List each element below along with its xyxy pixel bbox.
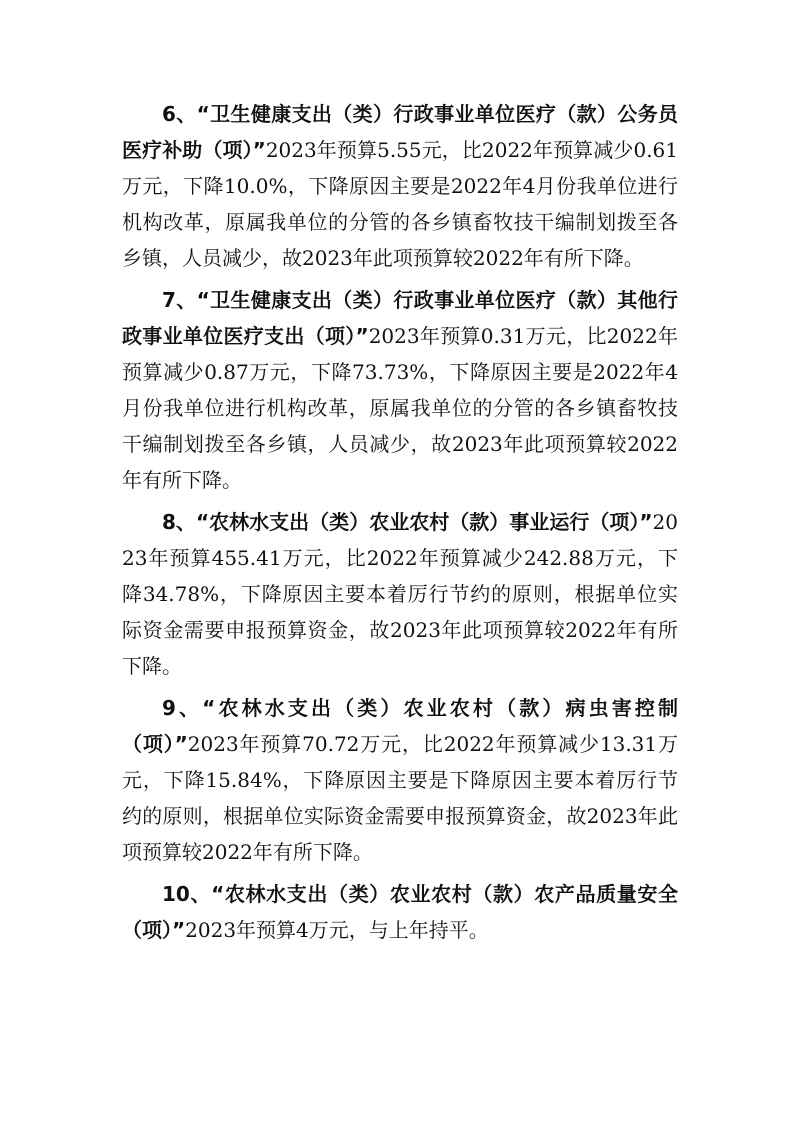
paragraph-item-8 — [122, 504, 678, 684]
item-9-heading: 9、“农林水支出（类）农业农村（款）病虫害控制（项）” — [122, 696, 678, 756]
item-8-body: 2023年预算455.41万元，比2022年预算减少242.88万元，下降34.78%，下降原因主要本着厉行节约的原则，根据单位实际资金需要申报预算资金，故2023年此项预算较2022年有所下降。 — [122, 510, 678, 678]
paragraph-item-7 — [122, 282, 678, 498]
item-9-body: 2023年预算70.72万元，比2022年预算减少13.31万元，下降15.84%，下降原因主要是下降原因主要本着厉行节约的原则，根据单位实际资金需要申报预算资金，故2023年此项预算较2022年有所下降。 — [122, 732, 678, 864]
item-7-body: 2023年预算0.31万元，比2022年预算减少0.87万元，下降73.73%，下降原因主要是2022年4月份我单位进行机构改革，原属我单位的分管的各乡镇畜牧技干编制划拨至各乡镇，人员减少，故2023年此项预算较2022年有所下降。 — [122, 324, 678, 492]
paragraph-item-9 — [122, 690, 678, 870]
paragraph-item-10 — [122, 876, 678, 948]
item-7-heading: 7、“卫生健康支出（类）行政事业单位医疗（款）其他行政事业单位医疗支出（项）” — [122, 288, 678, 348]
item-10-heading: 10、“农林水支出（类）农业农村（款）农产品质量安全（项）” — [122, 882, 678, 942]
paragraph-item-6 — [122, 96, 678, 276]
item-6-body: 2023年预算5.55元，比2022年预算减少0.61万元，下降10.0%，下降原因主要是2022年4月份我单位进行机构改革，原属我单位的分管的各乡镇畜牧技干编制划拨至各乡镇，人员减少，故2023年此项预算较2022年有所下降。 — [122, 138, 678, 270]
item-8-heading: 8、“农林水支出（类）农业农村（款）事业运行（项）” — [162, 510, 653, 534]
document-page — [122, 96, 678, 954]
item-10-body: 2023年预算4万元，与上年持平。 — [185, 918, 489, 942]
item-6-heading: 6、“卫生健康支出（类）行政事业单位医疗（款）公务员医疗补助（项）” — [122, 102, 678, 162]
